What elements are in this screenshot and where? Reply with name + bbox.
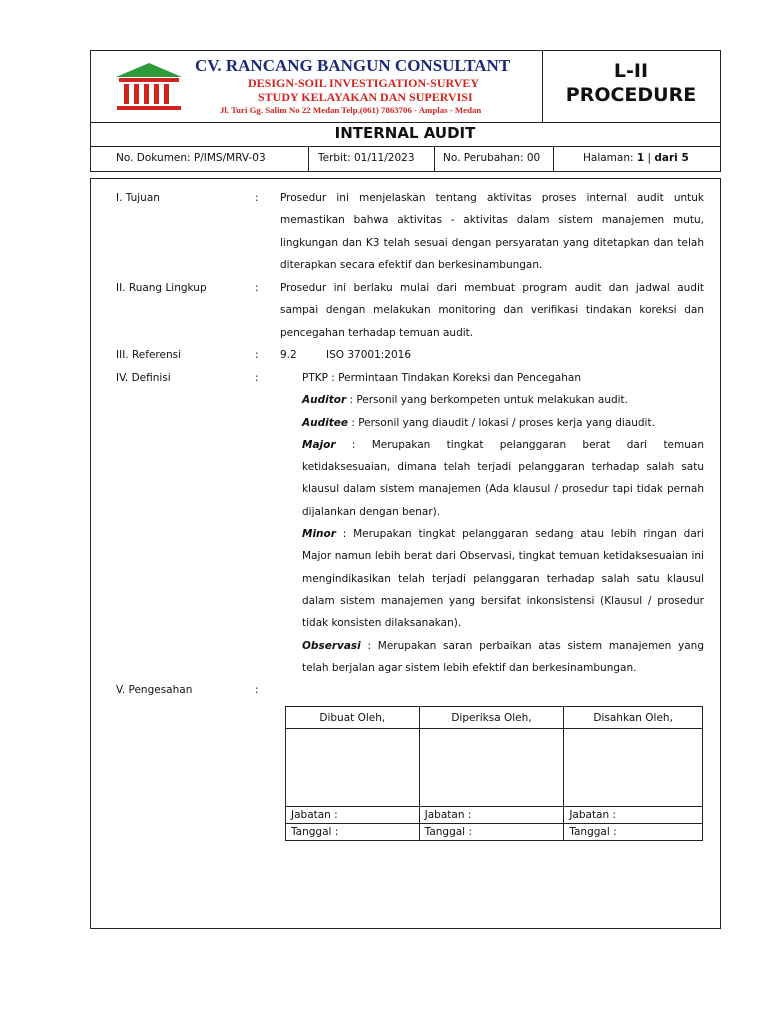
signature-row [286, 729, 703, 807]
section-label-tujuan: I. Tujuan [116, 192, 160, 204]
definition-term: Major [302, 438, 336, 451]
approval-header-prepared: Dibuat Oleh, [286, 707, 420, 729]
section-text-tujuan: Prosedur ini menjelaskan tentang aktivitas proses internal audit untuk memastikan bahwa aktivitas - aktivitas dalam sistem manajemen mutu, lingkungan dan K3 telah sesuai dengan persyaratan yang ditetapkan dan telah diterapkan secara efektif dan berkesinambungan. [280, 192, 704, 271]
approval-header-row [286, 707, 703, 729]
jabatan-field: Jabatan : [286, 807, 420, 824]
header-divider-2 [90, 146, 721, 147]
section-colon: : [255, 372, 259, 384]
document-type: PROCEDURE [565, 84, 697, 106]
tanggal-field: Tanggal : [286, 824, 420, 841]
section-label-definisi: IV. Definisi [116, 372, 171, 384]
section-label-ruang-lingkup: II. Ruang Lingkup [116, 282, 207, 294]
section-label-pengesahan: V. Pengesahan [116, 684, 193, 696]
definition-item [302, 434, 704, 523]
section-text-ruang-lingkup: Prosedur ini berlaku mulai dari membuat program audit dan jadwal audit sampai dengan melakukan monitoring dan verifikasi tindakan koreksi dan pencegahan terhadap temuan audit. [280, 282, 704, 339]
tanggal-field: Tanggal : [419, 824, 564, 841]
document-number: No. Dokumen: P/IMS/MRV-03 [116, 152, 266, 164]
signature-box-checked [419, 729, 564, 807]
section-colon: : [255, 684, 259, 696]
meta-divider-2 [434, 146, 435, 172]
definition-desc: : Merupakan saran perbaikan atas sistem manajemen yang telah berjalan agar sistem lebih efektif dan berkesinambungan. [302, 639, 704, 674]
reference-standard: ISO 37001:2016 [326, 349, 412, 361]
definition-item [302, 412, 704, 434]
building-columns-icon [114, 60, 184, 112]
definition-term: Observasi [302, 639, 361, 652]
signature-box-approved [564, 729, 703, 807]
signature-box-prepared [286, 729, 420, 807]
page-indicator [583, 148, 689, 170]
definition-term: Auditor [302, 394, 347, 407]
definition-item [302, 389, 704, 411]
definition-term: Minor [302, 528, 336, 541]
definition-ptkp: PTKP : Permintaan Tindakan Koreksi dan Pencegahan [302, 372, 581, 384]
issue-date: Terbit: 01/11/2023 [318, 152, 415, 164]
jabatan-row [286, 807, 703, 824]
definition-item [302, 635, 704, 680]
approval-header-checked: Diperiksa Oleh, [419, 707, 564, 729]
definition-desc: : Personil yang diaudit / lokasi / proses kerja yang diaudit. [347, 416, 655, 429]
header-divider-1 [90, 122, 721, 123]
approval-header-approved: Disahkan Oleh, [564, 707, 703, 729]
definition-list [302, 367, 704, 679]
jabatan-field: Jabatan : [564, 807, 703, 824]
section-colon: : [255, 282, 259, 294]
definition-desc: : Personil yang berkompeten untuk melakukan audit. [346, 394, 629, 407]
page-total: dari 5 [654, 152, 689, 164]
definition-item [302, 523, 704, 634]
approval-table [285, 706, 703, 841]
page-current: 1 [636, 152, 645, 164]
reference-clause: 9.2 [280, 349, 297, 361]
meta-divider-3 [553, 146, 554, 172]
tanggal-field: Tanggal : [564, 824, 703, 841]
meta-divider-1 [308, 146, 309, 172]
definition-term: Auditee [302, 416, 348, 429]
page-separator: | [644, 152, 655, 164]
page-label: Halaman: [583, 152, 637, 164]
page-title: INTERNAL AUDIT [334, 124, 476, 142]
section-label-referensi: III. Referensi [116, 349, 181, 361]
definition-desc: : Merupakan tingkat pelanggaran sedang atau lebih ringan dari Major namun lebih berat dari Observasi, tingkat temuan ketidaksesuaian ini mengindikasikan telah terjadi pelanggaran terhadap salah satu klausul dalam sistem manajemen yang bersifat inkonsistensi (Klausul / prosedur tidak konsisten dilaksanakan). [302, 528, 704, 630]
jabatan-field: Jabatan : [419, 807, 564, 824]
company-tagline: STUDY KELAYAKAN DAN SUPERVISI [258, 90, 473, 104]
company-address: Jl. Turi Gg. Salim No 22 Medan Telp.(061) 7863706 - Amplas - Medan [220, 105, 482, 115]
company-tagline: DESIGN-SOIL INVESTIGATION-SURVEY [248, 76, 480, 90]
revision-number: No. Perubahan: 00 [443, 152, 541, 164]
section-colon: : [255, 192, 259, 204]
company-name: CV. RANCANG BANGUN CONSULTANT [195, 56, 511, 75]
definition-desc: : Merupakan tingkat pelanggaran berat dari temuan ketidaksesuaian, dimana telah terjadi pelanggaran terhadap salah satu klausul dalam sistem manajemen (Ada klausul / prosedur tapi tidak pernah dijalankan dengan benar). [302, 438, 704, 518]
document-code: L-II [613, 60, 649, 82]
tanggal-row [286, 824, 703, 841]
section-colon: : [255, 349, 259, 361]
